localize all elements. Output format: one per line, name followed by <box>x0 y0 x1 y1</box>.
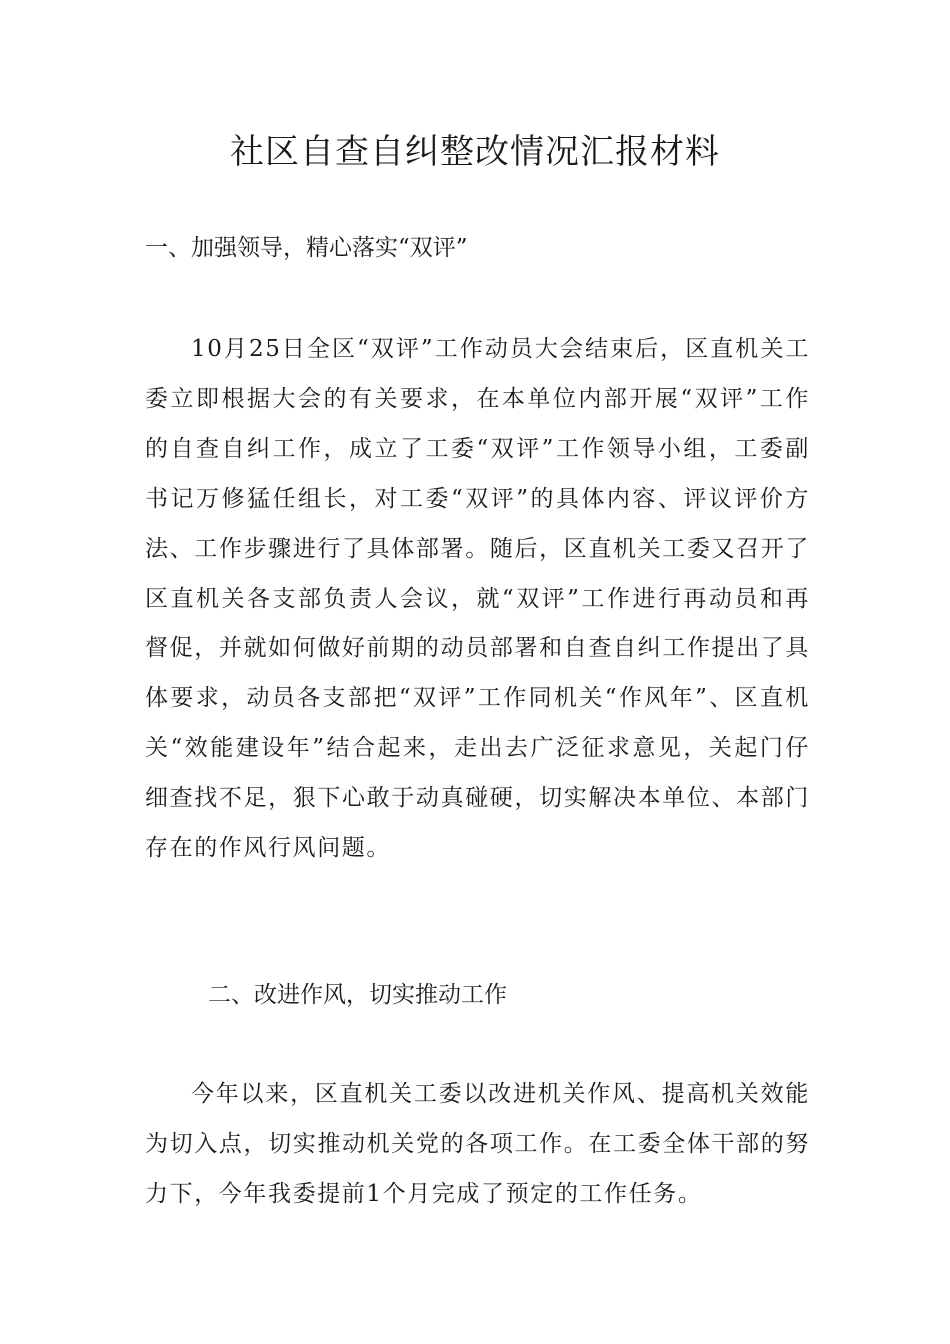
section-heading-1: 一、加强领导，精心落实“双评” <box>145 235 468 261</box>
section-heading-2: 二、改进作风，切实推动工作 <box>208 982 507 1008</box>
section-paragraph-1: 10月25日全区“双评”工作动员大会结束后，区直机关工委立即根据大会的有关要求，在本单位内部开展“双评”工作的自查自纠工作，成立了工委“双评”工作领导小组，工委副书记万修猛任组长，对工委“双评”的具体内容、评议评价方法、工作步骤进行了具体部署。随后，区直机关工委又召开了区直机关各支部负责人会议，就“双评”工作进行再动员和再督促，并就如何做好前期的动员部署和自查自纠工作提出了具体要求，动员各支部把“双评”工作同机关“作风年”、区直机关“效能建设年”结合起来，走出去广泛征求意见，关起门仔细查找不足，狠下心敢于动真碰硬，切实解决本单位、本部门存在的作风行风问题。 <box>145 336 810 862</box>
section-paragraph-2: 今年以来，区直机关工委以改进机关作风、提高机关效能为切入点，切实推动机关党的各项工作。在工委全体干部的努力下，今年我委提前1个月完成了预定的工作任务。 <box>145 1081 810 1207</box>
document-title: 社区自查自纠整改情况汇报材料 <box>230 132 720 172</box>
